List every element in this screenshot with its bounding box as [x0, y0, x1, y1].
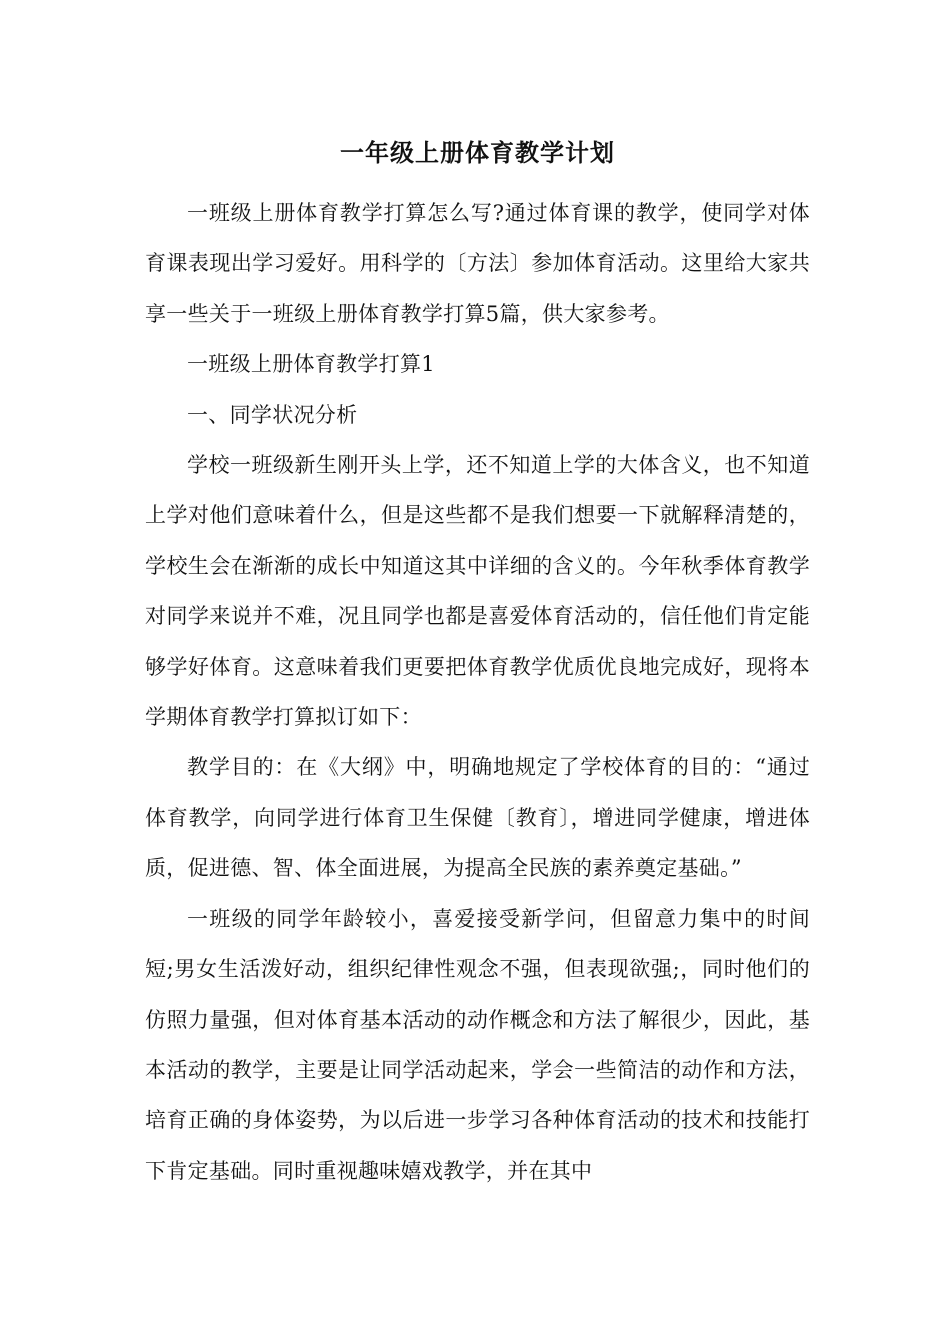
- section-heading-student-analysis: 一、同学状况分析: [187, 402, 358, 427]
- intro-paragraph: 一班级上册体育教学打算怎么写?通过体育课的教学，使同学对体育课表现出学习爱好。用科学的〔方法〕参加体育活动。这里给大家共享一些关于一班级上册体育教学打算5篇，供大家参考。: [145, 201, 810, 326]
- document-title: 一年级上册体育教学计划: [340, 138, 615, 167]
- document-page: [145, 130, 810, 1196]
- body-paragraph: 一班级的同学年龄较小，喜爱接受新学问，但留意力集中的时间短;男女生活泼好动，组织纪律性观念不强，但表现欲强;，同时他们的仿照力量强，但对体育基本活动的动作概念和方法了解很少，因此，基本活动的教学，主要是让同学活动起来，学会一些简洁的动作和方法，培育正确的身体姿势，为以后进一步学习各种体育活动的技术和技能打下肯定基础。同时重视趣味嬉戏教学，并在其中: [145, 906, 810, 1183]
- section-heading-plan-1: 一班级上册体育教学打算1: [187, 352, 435, 377]
- body-paragraph: 学校一班级新生刚开头上学，还不知道上学的大体含义，也不知道上学对他们意味着什么，但是这些都不是我们想要一下就解释清楚的，学校生会在渐渐的成长中知道这其中详细的含义的。今年秋季体育教学对同学来说并不难，况且同学也都是喜爱体育活动的，信任他们肯定能够学好体育。这意味着我们更要把体育教学优质优良地完成好，现将本学期体育教学打算拟订如下：: [145, 453, 810, 730]
- body-paragraph: 教学目的：在《大纲》中，明确地规定了学校体育的目的：“通过体育教学，向同学进行体育卫生保健〔教育〕，增进同学健康，增进体质，促进德、智、体全面进展，为提高全民族的素养奠定基础。”: [145, 755, 810, 881]
